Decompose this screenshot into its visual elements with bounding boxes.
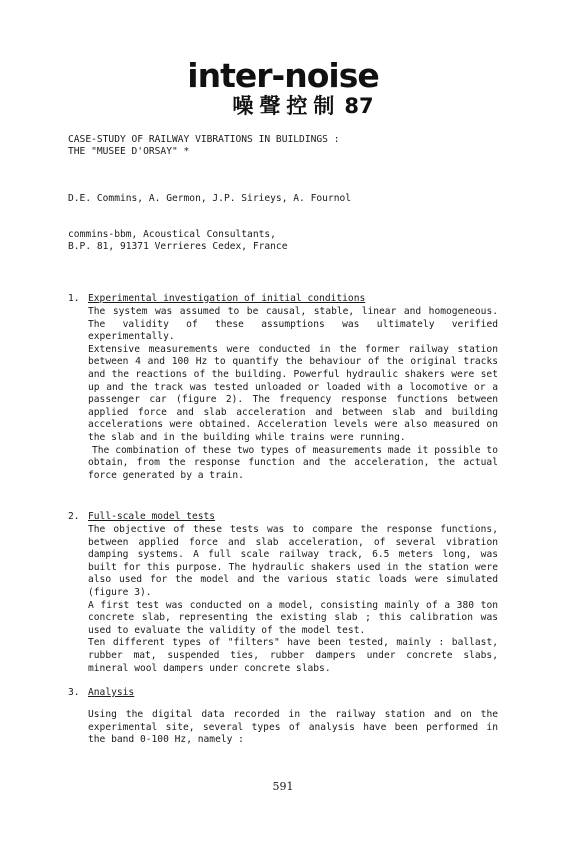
paragraph: The combination of these two types of measurements made it possible to obtain, from the response function and the acceleration, the actual force generated by a train. <box>88 444 498 481</box>
page-number: 591 <box>272 780 294 793</box>
section-title: Experimental investigation of initial conditions <box>88 293 366 304</box>
paper-title <box>68 134 339 158</box>
paragraph: A first test was conducted on a model, consisting mainly of a 380 ton concrete slab, representing the existing slab ; this calibration was used to evaluate the validity of the model test. <box>88 599 498 636</box>
section-title: Full-scale model tests <box>88 511 216 522</box>
conference-logo <box>0 58 566 118</box>
logo-subtitle <box>0 94 566 118</box>
section-2 <box>68 511 498 675</box>
section-heading <box>68 687 498 700</box>
paragraph: The objective of these tests was to compare the response functions, between applied force and slab acceleration, of several vibration damping systems. A full scale railway track, 6.5 meters long, was built for this purpose. The hydraulic shakers used in the station were also used for the model and the various static loads were simulated (figure 3). <box>88 524 498 598</box>
section-title: Analysis <box>88 687 135 698</box>
paragraph: Ten different types of "filters" have been tested, mainly : ballast, rubber mat, suspended ties, rubber dampers under concrete slabs, mineral wool dampers under concrete slabs. <box>88 637 498 674</box>
logo-text: inter-noise <box>187 56 379 95</box>
paragraph: The system was assumed to be causal, stable, linear and homogeneous. The validity of these assumptions was ultimately verified experimentally. <box>88 306 498 343</box>
authors: D.E. Commins, A. Germon, J.P. Sirieys, A. Fournol <box>68 193 352 204</box>
section-number: 3. <box>68 687 80 698</box>
paragraph: Using the digital data recorded in the railway station and on the experimental site, several types of analysis have been performed in the band 0-100 Hz, namely : <box>88 709 498 746</box>
section-number: 1. <box>68 293 80 304</box>
section-heading <box>68 293 498 306</box>
logo-cjk-text: 噪聲控制 <box>232 94 341 118</box>
affiliation-line-1: commins-bbm, Acoustical Consultants, <box>68 229 276 240</box>
section-number: 2. <box>68 511 80 522</box>
section-heading <box>68 511 498 524</box>
title-line-2: THE "MUSEE D'ORSAY" * <box>68 146 190 158</box>
section-3 <box>68 687 498 747</box>
affiliation-line-2: B.P. 81, 91371 Verrieres Cedex, France <box>68 241 288 253</box>
title-line-1: CASE-STUDY OF RAILWAY VIBRATIONS IN BUILDINGS : <box>68 134 340 145</box>
logo-year: 87 <box>344 94 374 118</box>
affiliation <box>68 229 288 253</box>
paragraph: Extensive measurements were conducted in the former railway station between 4 and 100 Hz to quantify the behaviour of the original tracks and the reactions of the building. Powerful hydraulic shakers were set up and the track was tested unloaded or loaded with a locomotive or a passenger car (figure 2). The frequency response functions between applied force and slab acceleration and between slab and building accelerations were obtained. Acceleration levels were also measured on the slab and in the building while trains were running. <box>88 343 498 443</box>
section-1 <box>68 293 498 482</box>
